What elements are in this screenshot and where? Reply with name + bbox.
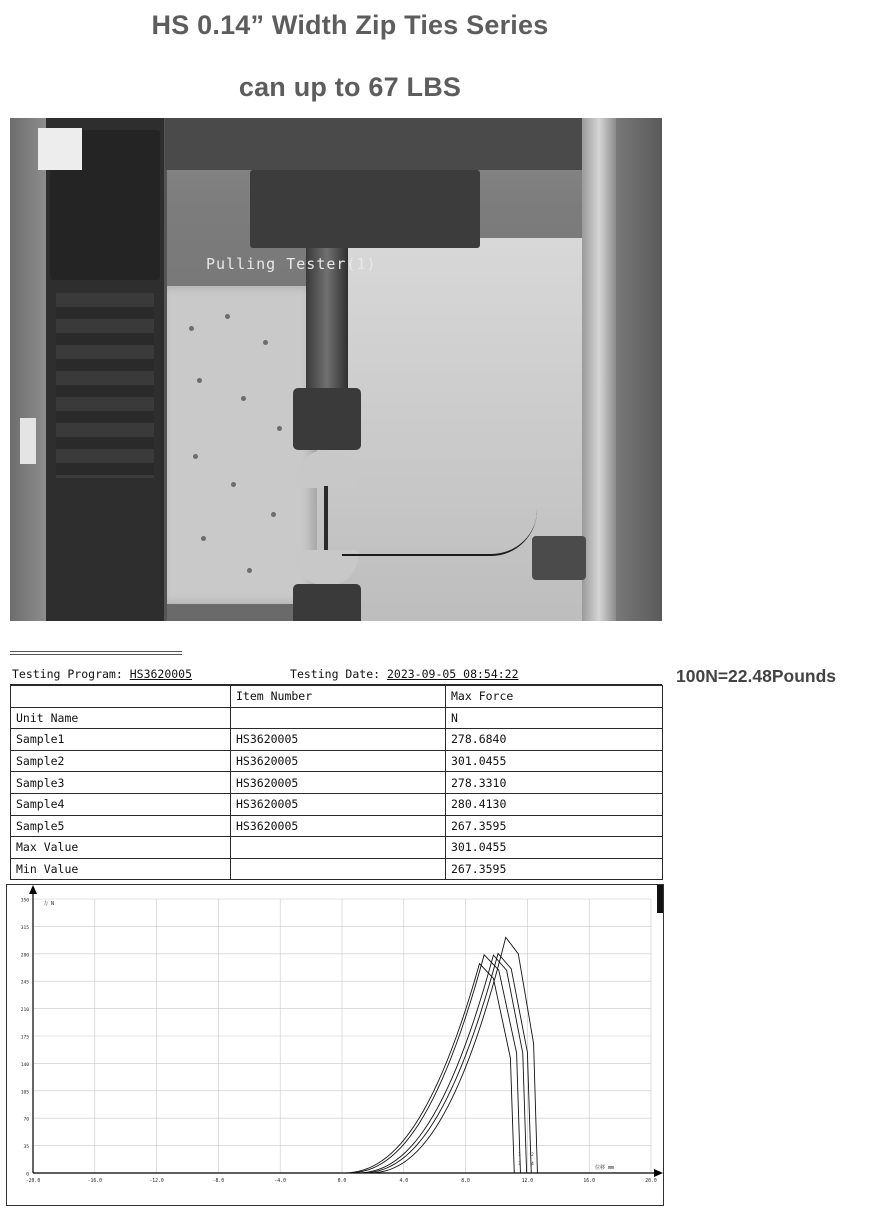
chart-scroll-tab (657, 885, 663, 913)
table-header-row (11, 686, 663, 708)
row-label: Unit Name (11, 707, 231, 729)
svg-text:-8.0: -8.0 (212, 1179, 225, 1184)
report-program-value: HS3620005 (129, 667, 193, 681)
row-max-force: 267.3595 (446, 858, 663, 880)
row-item-number: HS3620005 (231, 729, 446, 751)
row-item-number: HS3620005 (231, 772, 446, 794)
row-label: Sample2 (11, 750, 231, 772)
svg-text:0.0: 0.0 (337, 1179, 347, 1184)
title-line-2: can up to 67 LBS (238, 72, 462, 102)
table-row (11, 750, 663, 772)
row-label: Max Value (11, 837, 231, 859)
row-max-force: 301.0455 (446, 750, 663, 772)
title-line-1: HS 0.14” Width Zip Ties Series (151, 10, 549, 40)
svg-text:0: 0 (26, 1172, 29, 1178)
report-header (10, 667, 662, 685)
row-item-number (231, 707, 446, 729)
svg-text:1: 1 (518, 1152, 521, 1158)
force-displacement-chart (6, 884, 664, 1206)
row-max-force: 301.0455 (446, 837, 663, 859)
machine-right-clamp (532, 536, 586, 580)
row-label: Sample1 (11, 729, 231, 751)
report-date-label: Testing Date: (290, 667, 381, 681)
machine-label: Pulling Tester(1) (206, 255, 377, 273)
row-label: Sample4 (11, 793, 231, 815)
chart-canvas (7, 885, 663, 1205)
report-program (12, 667, 192, 681)
machine-cable (342, 510, 537, 556)
test-report (10, 651, 662, 880)
row-item-number: HS3620005 (231, 793, 446, 815)
row-item-number: HS3620005 (231, 750, 446, 772)
svg-text:315: 315 (20, 925, 29, 931)
svg-text:12.0: 12.0 (521, 1179, 534, 1184)
row-max-force: 278.6840 (446, 729, 663, 751)
table-row (11, 707, 663, 729)
table-row (11, 837, 663, 859)
zip-tie-specimen (324, 486, 328, 552)
svg-text:4: 4 (531, 1161, 534, 1167)
svg-text:-12.0: -12.0 (149, 1179, 164, 1184)
row-item-number: HS3620005 (231, 815, 446, 837)
svg-text:35: 35 (23, 1145, 29, 1151)
photo-left-edge (10, 118, 46, 621)
svg-text:245: 245 (20, 980, 29, 986)
table-row (11, 793, 663, 815)
svg-text:2: 2 (531, 1152, 534, 1158)
svg-text:70: 70 (23, 1117, 29, 1123)
table-row (11, 729, 663, 751)
svg-text:280: 280 (20, 953, 29, 959)
svg-text:-16.0: -16.0 (87, 1179, 103, 1184)
tensile-tester-photo (10, 118, 662, 621)
svg-text:8.0: 8.0 (461, 1179, 470, 1184)
table-row (11, 772, 663, 794)
unit-conversion-note: 100N=22.48Pounds (676, 666, 837, 686)
row-label: Sample3 (11, 772, 231, 794)
row-max-force: 278.3310 (446, 772, 663, 794)
machine-top-beam (165, 118, 625, 170)
row-max-force: N (446, 707, 663, 729)
svg-text:350: 350 (20, 898, 29, 904)
table-row (11, 858, 663, 880)
row-label: Sample5 (11, 815, 231, 837)
report-program-label: Testing Program: (12, 667, 123, 681)
photo-right-edge (616, 118, 662, 621)
svg-text:3: 3 (518, 1161, 521, 1167)
report-date-value: 2023-09-05 08:54:22 (386, 667, 519, 681)
svg-text:16.0: 16.0 (583, 1179, 595, 1184)
table-row (11, 815, 663, 837)
svg-text:-4.0: -4.0 (274, 1179, 286, 1184)
svg-text:力 N: 力 N (43, 901, 55, 907)
col-header-item-number: Item Number (231, 686, 446, 708)
row-item-number (231, 837, 446, 859)
svg-text:140: 140 (20, 1062, 29, 1068)
row-label: Min Value (11, 858, 231, 880)
results-table (10, 685, 663, 880)
svg-text:20.0: 20.0 (645, 1179, 657, 1184)
report-date (290, 667, 519, 681)
machine-sticker-secondary (20, 418, 36, 464)
report-top-rule (10, 651, 182, 655)
col-header-max-force: Max Force (446, 686, 663, 708)
row-max-force: 267.3595 (446, 815, 663, 837)
machine-sticker (38, 128, 82, 170)
grip-upper-body (293, 388, 361, 450)
page-title (0, 0, 700, 110)
svg-text:4.0: 4.0 (399, 1179, 409, 1184)
col-header-blank (11, 686, 231, 708)
svg-text:175: 175 (20, 1035, 29, 1041)
svg-text:210: 210 (20, 1008, 29, 1014)
row-max-force: 280.4130 (446, 793, 663, 815)
row-item-number (231, 858, 446, 880)
grip-lower-body (293, 584, 361, 621)
svg-text:-20.0: -20.0 (25, 1179, 41, 1184)
svg-text:105: 105 (20, 1090, 29, 1096)
machine-crosshead (250, 170, 480, 248)
svg-text:位移 mm: 位移 mm (595, 1165, 615, 1171)
machine-right-column (582, 118, 616, 621)
